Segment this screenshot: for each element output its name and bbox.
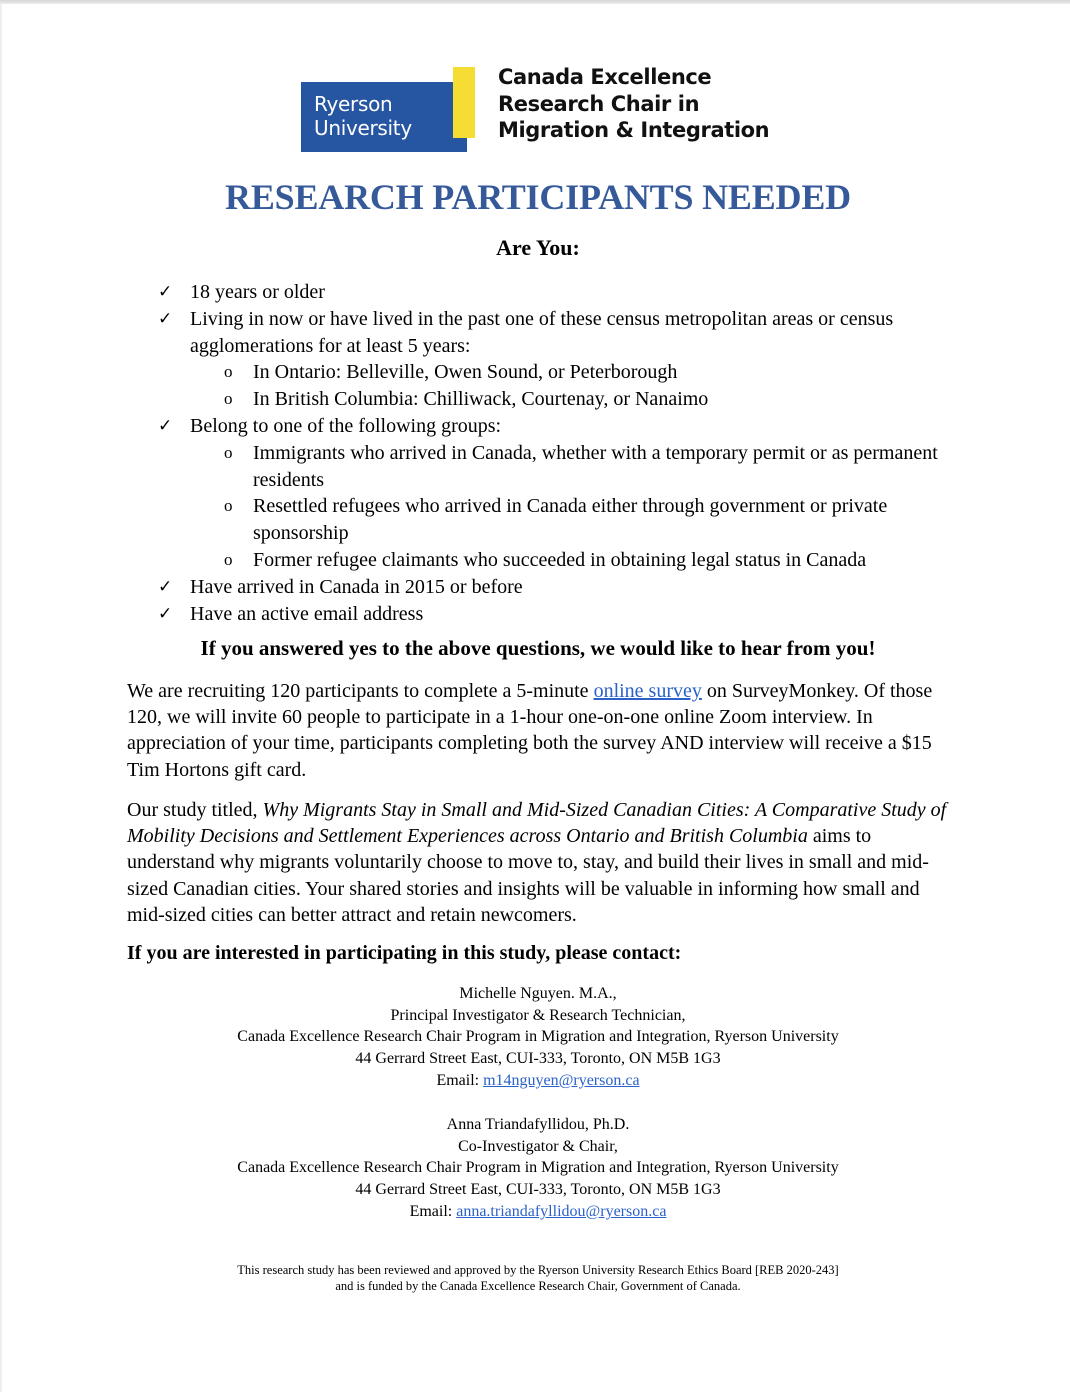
contact-heading: If you are interested in participating in this study, please contact: — [127, 942, 682, 964]
study-title: Why Migrants Stay in Small and Mid-Sized Canadian Cities: A Comparative Study of Mobility Decisions and Settlement Experiences across Ontario and British Columbia — [127, 799, 947, 848]
criteria-text: Living in now or have lived in the past one of these census metropolitan areas or census agglomerations for at least 5 years: — [190, 307, 894, 357]
criteria-subitem — [158, 493, 958, 547]
check-icon: ✓ — [158, 308, 173, 329]
ethics-footer — [0, 1262, 1070, 1294]
university-name-line: Ryerson — [314, 92, 393, 116]
contact-email-line — [0, 1070, 1070, 1092]
criteria-subitem — [158, 359, 958, 386]
criteria-item — [158, 601, 958, 628]
logo-yellow-bar — [453, 67, 475, 138]
criteria-text: Have arrived in Canada in 2015 or before — [190, 575, 523, 598]
footer-line: and is funded by the Canada Excellence Research Chair, Government of Canada. — [335, 1279, 741, 1293]
contact-email-line — [0, 1201, 1070, 1223]
contact-block — [0, 983, 1070, 1092]
paragraph-text: on SurveyMonkey. Of those 120, we will invite 60 people to participate in a 1-hour one-on-one online Zoom interview. In appreciation of your time, participants completing both the survey AND interview will receive a $15 Tim Hortons gift card. — [127, 680, 933, 781]
contact-name: Michelle Nguyen. M.A., — [459, 985, 617, 1002]
contact-organization: Canada Excellence Research Chair Program in Migration and Integration, Ryerson University — [237, 1159, 839, 1177]
page-title: RESEARCH PARTICIPANTS NEEDED — [225, 177, 851, 217]
logo — [301, 66, 781, 154]
criteria-item — [158, 574, 958, 601]
circle-bullet-icon: o — [224, 362, 233, 382]
criteria-text: 18 years or older — [190, 281, 325, 303]
online-survey-link[interactable]: online survey — [593, 680, 702, 702]
contact-address: 44 Gerrard Street East, CUI-333, Toronto, ON M5B 1G3 — [355, 1181, 721, 1199]
criteria-subitem — [158, 547, 958, 574]
contact-role: Principal Investigator & Research Technician, — [390, 1006, 686, 1024]
university-name-line: University — [314, 116, 412, 140]
research-chair-name — [498, 64, 769, 144]
criteria-item — [158, 279, 958, 306]
contact-block — [0, 1114, 1070, 1223]
email-label: Email: — [409, 1202, 457, 1220]
paragraph-text: We are recruiting 120 participants to complete a 5-minute — [127, 680, 594, 702]
criteria-subtext: Former refugee claimants who succeeded in obtaining legal status in Canada — [253, 548, 867, 571]
call-to-action: If you answered yes to the above questions, we would like to hear from you! — [200, 636, 876, 660]
contact-address: 44 Gerrard Street East, CUI-333, Toronto, ON M5B 1G3 — [355, 1050, 721, 1068]
criteria-item — [158, 413, 958, 440]
circle-bullet-icon: o — [224, 389, 233, 409]
paragraph-text: Our study titled, — [127, 799, 263, 821]
contact-name: Anna Triandafyllidou, Ph.D. — [446, 1116, 630, 1133]
criteria-text: Belong to one of the following groups: — [190, 414, 502, 437]
eligibility-criteria-list — [158, 279, 958, 627]
email-label: Email: — [436, 1071, 484, 1089]
criteria-subitem — [158, 386, 958, 413]
criteria-item — [158, 306, 958, 360]
recruitment-paragraph — [127, 678, 957, 783]
email-link[interactable]: anna.triandafyllidou@ryerson.ca — [456, 1202, 667, 1220]
criteria-subtext: In British Columbia: Chilliwack, Courtenay, or Nanaimo — [253, 388, 709, 411]
criteria-subtext: Resettled refugees who arrived in Canada either through government or private sponsorship — [253, 495, 888, 545]
criteria-subtext: In Ontario: Belleville, Owen Sound, or Peterborough — [253, 361, 678, 384]
contact-organization: Canada Excellence Research Chair Program in Migration and Integration, Ryerson University — [237, 1028, 839, 1046]
circle-bullet-icon: o — [224, 549, 233, 569]
criteria-subtext: Immigrants who arrived in Canada, whether with a temporary permit or as permanent residents — [253, 441, 938, 491]
study-description-paragraph — [127, 797, 957, 928]
criteria-text: Have an active email address — [190, 602, 424, 625]
chair-name-line: Migration & Integration — [498, 118, 770, 142]
check-icon: ✓ — [158, 576, 173, 597]
criteria-subitem — [158, 440, 958, 494]
paragraph-text: aims to understand why migrants voluntarily choose to move to, stay, and build their lives in small and mid-sized Canadian cities. Your shared stories and insights will be valuable in informing how small and mid-sized cities can better attract and retain newcomers. — [127, 825, 929, 926]
check-icon: ✓ — [158, 415, 173, 436]
circle-bullet-icon: o — [224, 496, 233, 516]
contact-role: Co-Investigator & Chair, — [458, 1137, 618, 1155]
are-you-heading: Are You: — [496, 235, 580, 260]
check-icon: ✓ — [158, 603, 173, 624]
chair-name-line: Research Chair in — [498, 91, 700, 116]
chair-name-line: Canada Excellence — [498, 65, 712, 89]
footer-line: This research study has been reviewed and approved by the Ryerson University Research Ethics Board [REB 2020-243] — [237, 1263, 839, 1277]
check-icon: ✓ — [158, 282, 173, 302]
circle-bullet-icon: o — [224, 442, 233, 462]
university-name — [314, 92, 412, 140]
email-link[interactable]: m14nguyen@ryerson.ca — [483, 1071, 640, 1089]
